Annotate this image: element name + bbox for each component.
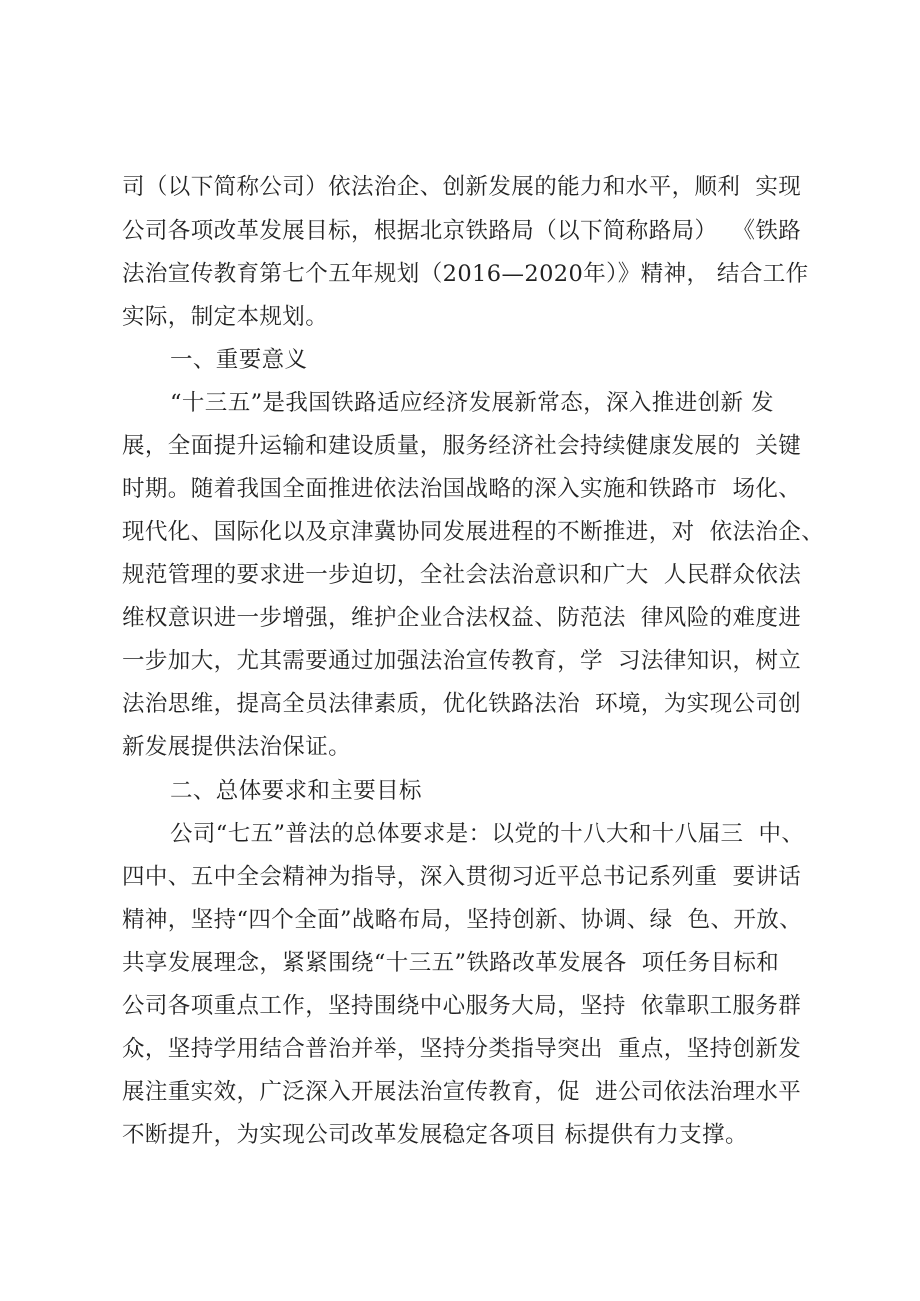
paragraph-line: 现代化、国际化以及京津冀协同发展进程的不断推进，对 依法治企、 — [122, 519, 825, 545]
paragraph-line: 公司各项重点工作，坚持围绕中心服务大局，坚持 依靠职工服务群 — [122, 993, 802, 1019]
paragraph-line: 一步加大，尤其需要通过加强法治宣传教育，学 习法律知识，树立 — [122, 648, 802, 674]
paragraph-line: 法治思维，提高全员法律素质，优化铁路法治 环境，为实现公司创 — [122, 691, 802, 717]
paragraph-line: 规范管理的要求进一步迫切，全社会法治意识和广大 人民群众依法 — [122, 562, 802, 588]
paragraph-line: 维权意识进一步增强，维护企业合法权益、防范法 律风险的难度进 — [122, 605, 802, 631]
paragraph-line: 司（以下简称公司）依法治企、创新发展的能力和水平，顺利 实现 — [122, 174, 802, 200]
paragraph-line: 公司“七五”普法的总体要求是：以党的十八大和十八届三 中、 — [170, 821, 805, 847]
paragraph-line: 时期。随着我国全面推进依法治国战略的深入实施和铁路市 场化、 — [122, 476, 802, 502]
paragraph-line: 实际，制定本规划。 — [122, 304, 329, 330]
paragraph-line: 不断提升，为实现公司改革发展稳定各项目 标提供有力支撑。 — [122, 1122, 748, 1148]
paragraph-line: 展，全面提升运输和建设质量，服务经济社会持续健康发展的 关键 — [122, 433, 802, 459]
paragraph-line: 精神，坚持“四个全面”战略布局，坚持创新、协调、绿 色、开放、 — [122, 907, 803, 933]
paragraph-line: 展注重实效，广泛深入开展法治宣传教育，促 进公司依法治理水平 — [122, 1079, 802, 1105]
section-heading: 一、重要意义 — [170, 347, 308, 373]
section-heading: 二、总体要求和主要目标 — [170, 778, 422, 804]
paragraph-line: 四中、五中全会精神为指导，深入贯彻习近平总书记系列重 要讲话 — [122, 864, 802, 890]
paragraph-line: 共享发展理念，紧紧围绕“十三五”铁路改革发展各 项任务目标和 — [122, 950, 780, 976]
paragraph-line: 法治宣传教育第七个五年规划（2016—2020年）》精神， 结合工作 — [122, 261, 809, 287]
paragraph-line: 新发展提供法治保证。 — [122, 734, 352, 760]
paragraph-line: “十三五”是我国铁路适应经济发展新常态，深入推进创新 发 — [170, 390, 774, 416]
paragraph-line: 公司各项改革发展目标，根据北京铁路局（以下简称路局） 《铁路 — [122, 218, 802, 244]
paragraph-line: 众，坚持学用结合普治并举，坚持分类指导突出 重点，坚持创新发 — [122, 1036, 802, 1062]
